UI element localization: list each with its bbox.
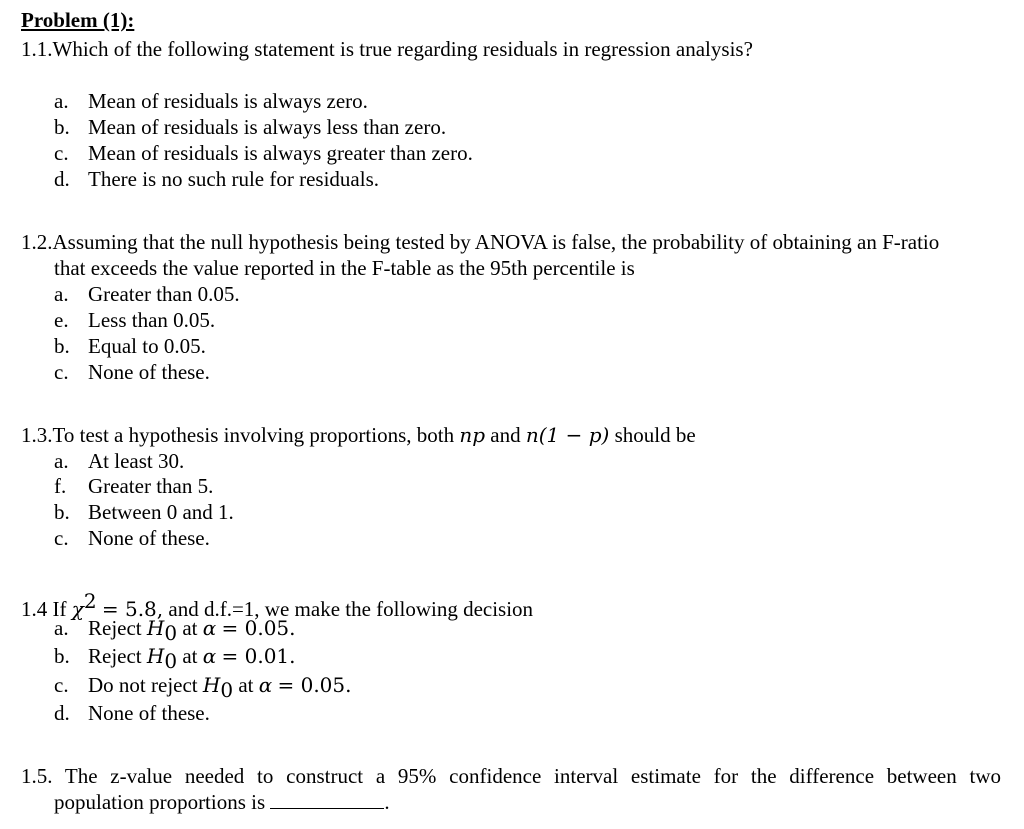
question-1-1-stem: 1.1.Which of the following statement is true regarding residuals in regression analysis?	[21, 37, 753, 61]
chi-superscript: 2	[83, 589, 97, 613]
option-text-pre: Do not reject	[88, 673, 198, 697]
math-np: np	[459, 423, 486, 447]
option-text: None of these.	[88, 360, 210, 384]
option-letter: c.	[54, 141, 69, 165]
option-text-pre: Reject	[88, 644, 142, 668]
question-1-3-stem	[21, 422, 696, 448]
h-subscript: 0	[164, 649, 178, 674]
at-word: at	[238, 673, 254, 697]
option-text: Greater than 0.05.	[88, 282, 240, 306]
option-letter: b.	[54, 115, 70, 139]
alpha-value: = 0.01.	[221, 644, 296, 668]
option-text: None of these.	[88, 701, 210, 725]
question-1-5-stem-line2	[54, 789, 390, 815]
option-text: Mean of residuals is always zero.	[88, 89, 368, 113]
h-subscript: 0	[164, 621, 178, 646]
alpha-symbol: α	[202, 616, 217, 640]
question-1-2-stem-line1: 1.2.Assuming that the null hypothesis being tested by ANOVA is false, the probability of obtaining an F-ratio	[21, 230, 940, 254]
option-letter: c.	[54, 526, 69, 550]
stem-prefix: 1.4 If	[21, 597, 67, 621]
option-letter: d.	[54, 701, 70, 725]
at-word: at	[182, 644, 198, 668]
option-text: At least 30.	[88, 449, 185, 473]
h-subscript: 0	[220, 678, 234, 703]
option-letter: a.	[54, 89, 69, 113]
option-text-pre: Reject	[88, 616, 142, 640]
option-letter: b.	[54, 500, 70, 524]
option-text	[88, 643, 296, 674]
stem-end: .	[384, 790, 390, 814]
answer-blank	[270, 790, 384, 809]
h-symbol: H	[146, 644, 165, 668]
problem-title: Problem (1):	[21, 8, 135, 32]
option-letter: b.	[54, 334, 70, 358]
h-symbol: H	[202, 673, 221, 697]
chi-value: = 5.8,	[101, 597, 164, 621]
option-text: None of these.	[88, 526, 210, 550]
question-1-2-stem-line2: that exceeds the value reported in the F-table as the 95th percentile is	[54, 256, 635, 280]
option-letter: a.	[54, 449, 69, 473]
option-text	[88, 672, 352, 703]
option-text: There is no such rule for residuals.	[88, 167, 379, 191]
alpha-value: = 0.05.	[221, 616, 296, 640]
option-text: Greater than 5.	[88, 474, 214, 498]
stem-and: and	[490, 423, 521, 447]
at-word: at	[182, 616, 198, 640]
option-letter: b.	[54, 644, 70, 668]
h-symbol: H	[146, 616, 165, 640]
option-letter: c.	[54, 360, 69, 384]
option-letter: c.	[54, 673, 69, 697]
stem-text: population proportions is	[54, 790, 266, 814]
option-letter: f.	[54, 474, 67, 498]
chi-symbol: χ	[71, 597, 84, 621]
stem-suffix: and d.f.=1, we make the following decision	[168, 597, 534, 621]
option-letter: d.	[54, 167, 70, 191]
option-text: Equal to 0.05.	[88, 334, 206, 358]
option-letter: a.	[54, 616, 69, 640]
option-letter: e.	[54, 308, 69, 332]
stem-suffix: should be	[614, 423, 696, 447]
option-text: Mean of residuals is always less than zero.	[88, 115, 447, 139]
alpha-value: = 0.05.	[277, 673, 352, 697]
option-text	[88, 615, 296, 646]
option-letter: a.	[54, 282, 69, 306]
alpha-symbol: α	[258, 673, 273, 697]
question-1-5-stem-line1: 1.5. The z-value needed to construct a 95% confidence interval estimate for the difference between two	[21, 764, 1001, 788]
alpha-symbol: α	[202, 644, 217, 668]
stem-prefix: 1.3.To test a hypothesis involving proportions, both	[21, 423, 455, 447]
option-text: Mean of residuals is always greater than zero.	[88, 141, 473, 165]
option-text: Between 0 and 1.	[88, 500, 234, 524]
option-text: Less than 0.05.	[88, 308, 216, 332]
math-n-one-minus-p: n(1 − p)	[525, 423, 610, 447]
